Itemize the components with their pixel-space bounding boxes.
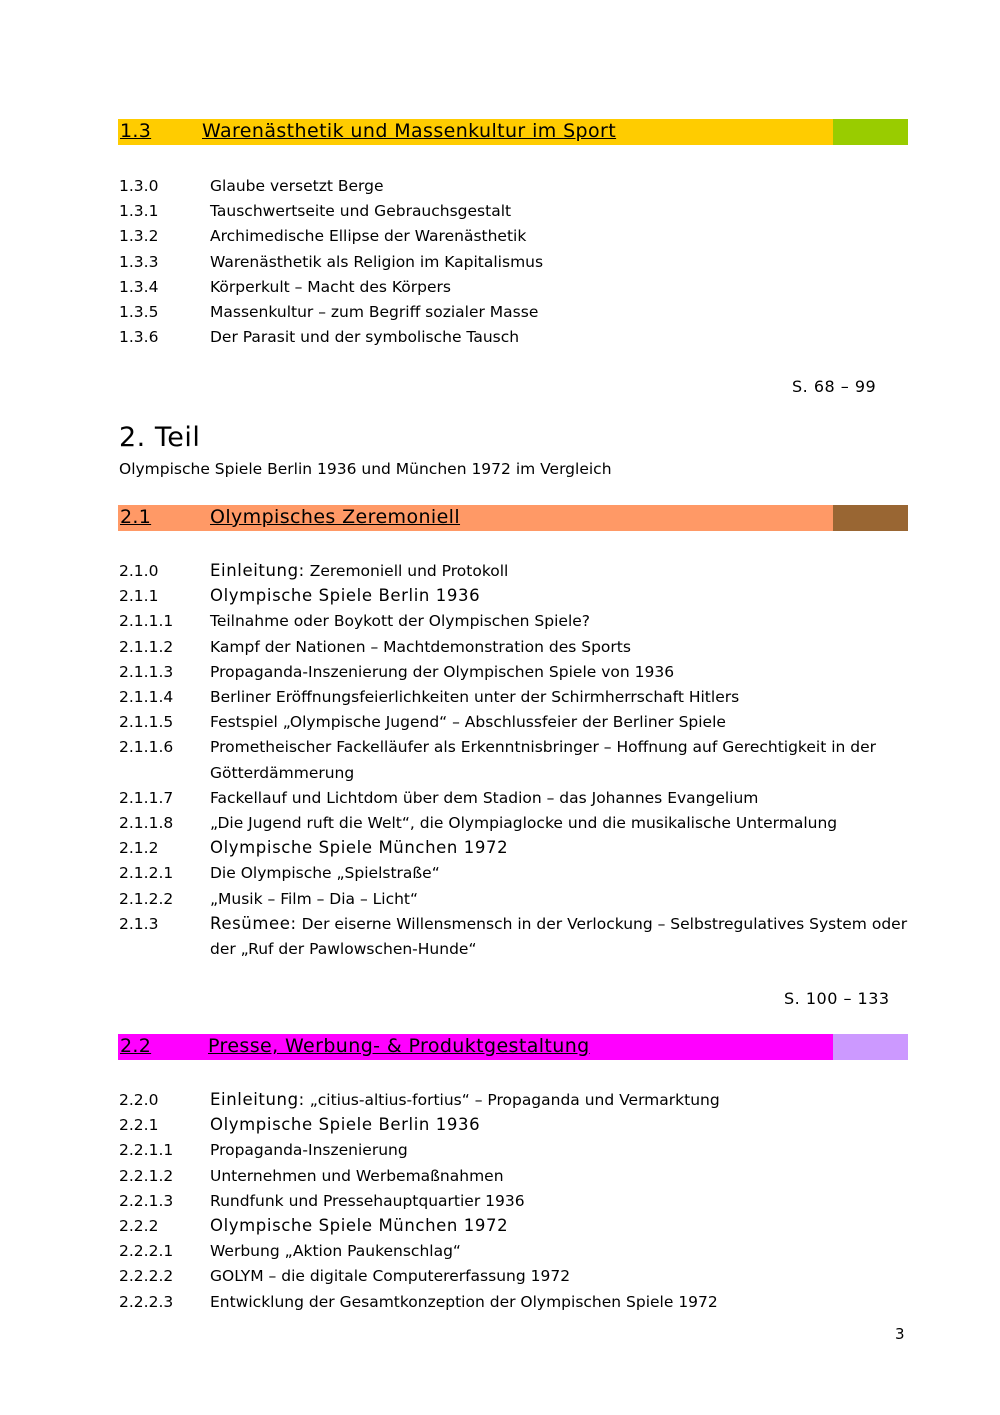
toc-entry-label: Massenkultur – zum Begriff sozialer Masse — [210, 303, 539, 321]
toc-entry-label: Der Parasit und der symbolische Tausch — [210, 328, 520, 347]
toc-entry-lead: Einleitung: — [210, 561, 305, 580]
toc-entry-number: 2.1.1 — [119, 587, 159, 606]
toc-entry-text — [210, 1191, 525, 1211]
toc-entry-text — [210, 176, 384, 196]
toc-entry-number: 2.2.2.3 — [119, 1292, 174, 1311]
toc-entry-label: Götterdämmerung — [210, 763, 355, 782]
toc-entry-label: Unternehmen und Werbemaßnahmen — [210, 1166, 504, 1185]
toc-entry-text — [210, 327, 519, 347]
toc-entry-number: 2.2.2.1 — [119, 1242, 174, 1261]
toc-entry-text — [210, 1216, 508, 1236]
toc-entry-number: 2.2.1 — [119, 1116, 159, 1135]
toc-entry-number: 1.3.4 — [119, 277, 159, 296]
toc-entry-text — [210, 1166, 504, 1186]
toc-entry-label: Propaganda-Inszenierung — [210, 1141, 408, 1160]
toc-entry-label: Olympische Spiele Berlin 1936 — [210, 586, 481, 606]
toc-entry-number: 2.1.1.3 — [119, 662, 174, 681]
toc-entry-number: 1.3.0 — [119, 177, 159, 195]
toc-entry-number: 2.1.1.7 — [119, 788, 174, 807]
toc-entry-label: „citius-altius-fortius“ – Propaganda und Vermarktung — [304, 1091, 720, 1109]
toc-entry-number: 2.2.1.1 — [119, 1141, 174, 1160]
toc-entry-label: Warenästhetik als Religion im Kapitalismus — [210, 252, 544, 271]
toc-entry-text — [210, 863, 440, 883]
toc-entry-label: Zeremoniell und Protokoll — [304, 562, 509, 580]
section-title: Presse, Werbung- & Produktgestaltung — [208, 1035, 590, 1057]
toc-entry-label: GOLYM – die digitale Computererfassung 1972 — [210, 1267, 571, 1286]
toc-entry-text — [210, 611, 590, 631]
section-header-2-1 — [118, 505, 908, 531]
page-number: 3 — [895, 1325, 905, 1343]
toc-entry-text — [210, 687, 739, 707]
toc-entry-text — [210, 838, 508, 858]
toc-entry-number: 2.2.2 — [119, 1217, 159, 1235]
toc-entry-label: Olympische Spiele Berlin 1936 — [210, 1115, 481, 1135]
toc-entry-number: 2.1.2 — [119, 839, 159, 858]
toc-entry-label: Tauschwertseite und Gebrauchsgestalt — [210, 202, 512, 221]
section-title: Warenästhetik und Massenkultur im Sport — [202, 120, 617, 142]
section-header-accent — [833, 119, 908, 145]
toc-entry-text — [210, 1115, 480, 1135]
toc-entry-number: 1.3.2 — [119, 227, 159, 246]
toc-entry-label: Rundfunk und Pressehauptquartier 1936 — [210, 1191, 525, 1210]
toc-entry-number: 1.3.6 — [119, 328, 159, 347]
toc-entry-text — [210, 712, 726, 732]
toc-entry-text — [210, 1292, 718, 1312]
toc-entry-label: Werbung „Aktion Paukenschlag“ — [210, 1242, 461, 1261]
toc-entry-text — [210, 302, 538, 322]
toc-entry-label: der „Ruf der Pawlowschen-Hunde“ — [210, 940, 477, 958]
toc-entry-label: Körperkult – Macht des Körpers — [210, 277, 451, 296]
toc-entry-number: 2.1.1.6 — [119, 738, 174, 757]
toc-entry-text — [210, 662, 674, 682]
toc-entry-label: „Musik – Film – Dia – Licht“ — [210, 889, 419, 908]
section-title: Olympisches Zeremoniell — [210, 506, 461, 528]
toc-entry-label: Olympische Spiele München 1972 — [210, 838, 509, 858]
toc-entry-number: 2.1.1.5 — [119, 713, 174, 732]
toc-entry-label: Der eiserne Willensmensch in der Verlockung – Selbstregulatives System oder — [296, 914, 908, 933]
toc-entry-text — [210, 813, 837, 833]
toc-entry-label: Propaganda-Inszenierung der Olympischen Spiele von 1936 — [210, 662, 675, 681]
toc-entry-label: Entwicklung der Gesamtkonzeption der Olympischen Spiele 1972 — [210, 1292, 718, 1311]
section-number: 1.3 — [120, 120, 152, 142]
toc-entry-text — [210, 252, 543, 272]
toc-entry-text — [210, 637, 631, 657]
toc-entry-text — [210, 1140, 408, 1160]
toc-entry-text — [210, 226, 526, 246]
part-title: 2. Teil — [119, 422, 201, 453]
toc-entry-number: 2.1.1.2 — [119, 637, 174, 656]
toc-entry-number: 2.1.1.1 — [119, 612, 174, 631]
toc-entry-text — [210, 889, 418, 909]
toc-entry-text — [210, 1266, 570, 1286]
toc-entry-label: Glaube versetzt Berge — [210, 177, 384, 195]
toc-entry-number: 2.2.1.2 — [119, 1166, 174, 1185]
toc-entry-label: Olympische Spiele München 1972 — [210, 1216, 509, 1235]
section-number: 2.2 — [120, 1035, 152, 1057]
toc-entry-text — [210, 201, 511, 221]
toc-entry-number: 2.1.0 — [119, 562, 159, 580]
toc-entry-number: 2.1.2.1 — [119, 864, 174, 883]
toc-entry-label: „Die Jugend ruft die Welt“, die Olympiaglocke und die musikalische Untermalung — [210, 814, 838, 832]
part-subtitle: Olympische Spiele Berlin 1936 und München 1972 im Vergleich — [119, 460, 612, 478]
toc-entry-lead: Einleitung: — [210, 1090, 305, 1109]
toc-entry-number: 2.1.2.2 — [119, 889, 174, 908]
toc-entry-label: Fackellauf und Lichtdom über dem Stadion – das Johannes Evangelium — [210, 788, 759, 807]
section-header-1-3 — [118, 119, 908, 145]
toc-entry-text — [210, 1090, 720, 1110]
toc-entry-text — [210, 914, 907, 934]
toc-entry-number: 2.2.0 — [119, 1091, 159, 1109]
page-range: S. 100 – 133 — [784, 989, 890, 1008]
toc-entry-number: 1.3.1 — [119, 202, 159, 221]
section-header-2-2 — [118, 1034, 908, 1060]
toc-entry-label: Die Olympische „Spielstraße“ — [210, 864, 440, 883]
toc-entry-number: 2.1.1.8 — [119, 814, 174, 832]
toc-entry-number: 2.1.1.4 — [119, 688, 174, 706]
toc-entry-text — [210, 561, 508, 581]
toc-entry-label: Archimedische Ellipse der Warenästhetik — [210, 227, 527, 246]
toc-entry-text — [210, 1241, 461, 1261]
toc-entry-lead: Resümee: — [210, 913, 297, 933]
toc-entry-number: 2.1.3 — [119, 914, 159, 933]
toc-entry-number: 2.2.1.3 — [119, 1191, 174, 1210]
toc-entry-label: Prometheischer Fackelläufer als Erkenntnisbringer – Hoffnung auf Gerechtigkeit in der — [210, 738, 877, 757]
section-header-accent — [833, 505, 908, 531]
toc-entry-label: Berliner Eröffnungsfeierlichkeiten unter der Schirmherrschaft Hitlers — [210, 688, 740, 706]
page-range: S. 68 – 99 — [792, 377, 877, 396]
toc-entry-text — [210, 737, 876, 757]
toc-entry-number: 1.3.5 — [119, 303, 159, 321]
toc-entry-label: Teilnahme oder Boykott der Olympischen Spiele? — [210, 612, 591, 631]
toc-entry-label: Kampf der Nationen – Machtdemonstration des Sports — [210, 637, 631, 656]
toc-entry-text — [210, 586, 480, 606]
section-number: 2.1 — [120, 506, 152, 528]
section-header-accent — [833, 1034, 908, 1060]
toc-entry-number: 2.2.2.2 — [119, 1267, 174, 1286]
toc-entry-number: 1.3.3 — [119, 252, 159, 271]
toc-entry-text — [210, 788, 758, 808]
toc-entry-label: Festspiel „Olympische Jugend“ – Abschlussfeier der Berliner Spiele — [210, 713, 726, 732]
toc-entry-text — [210, 277, 451, 297]
